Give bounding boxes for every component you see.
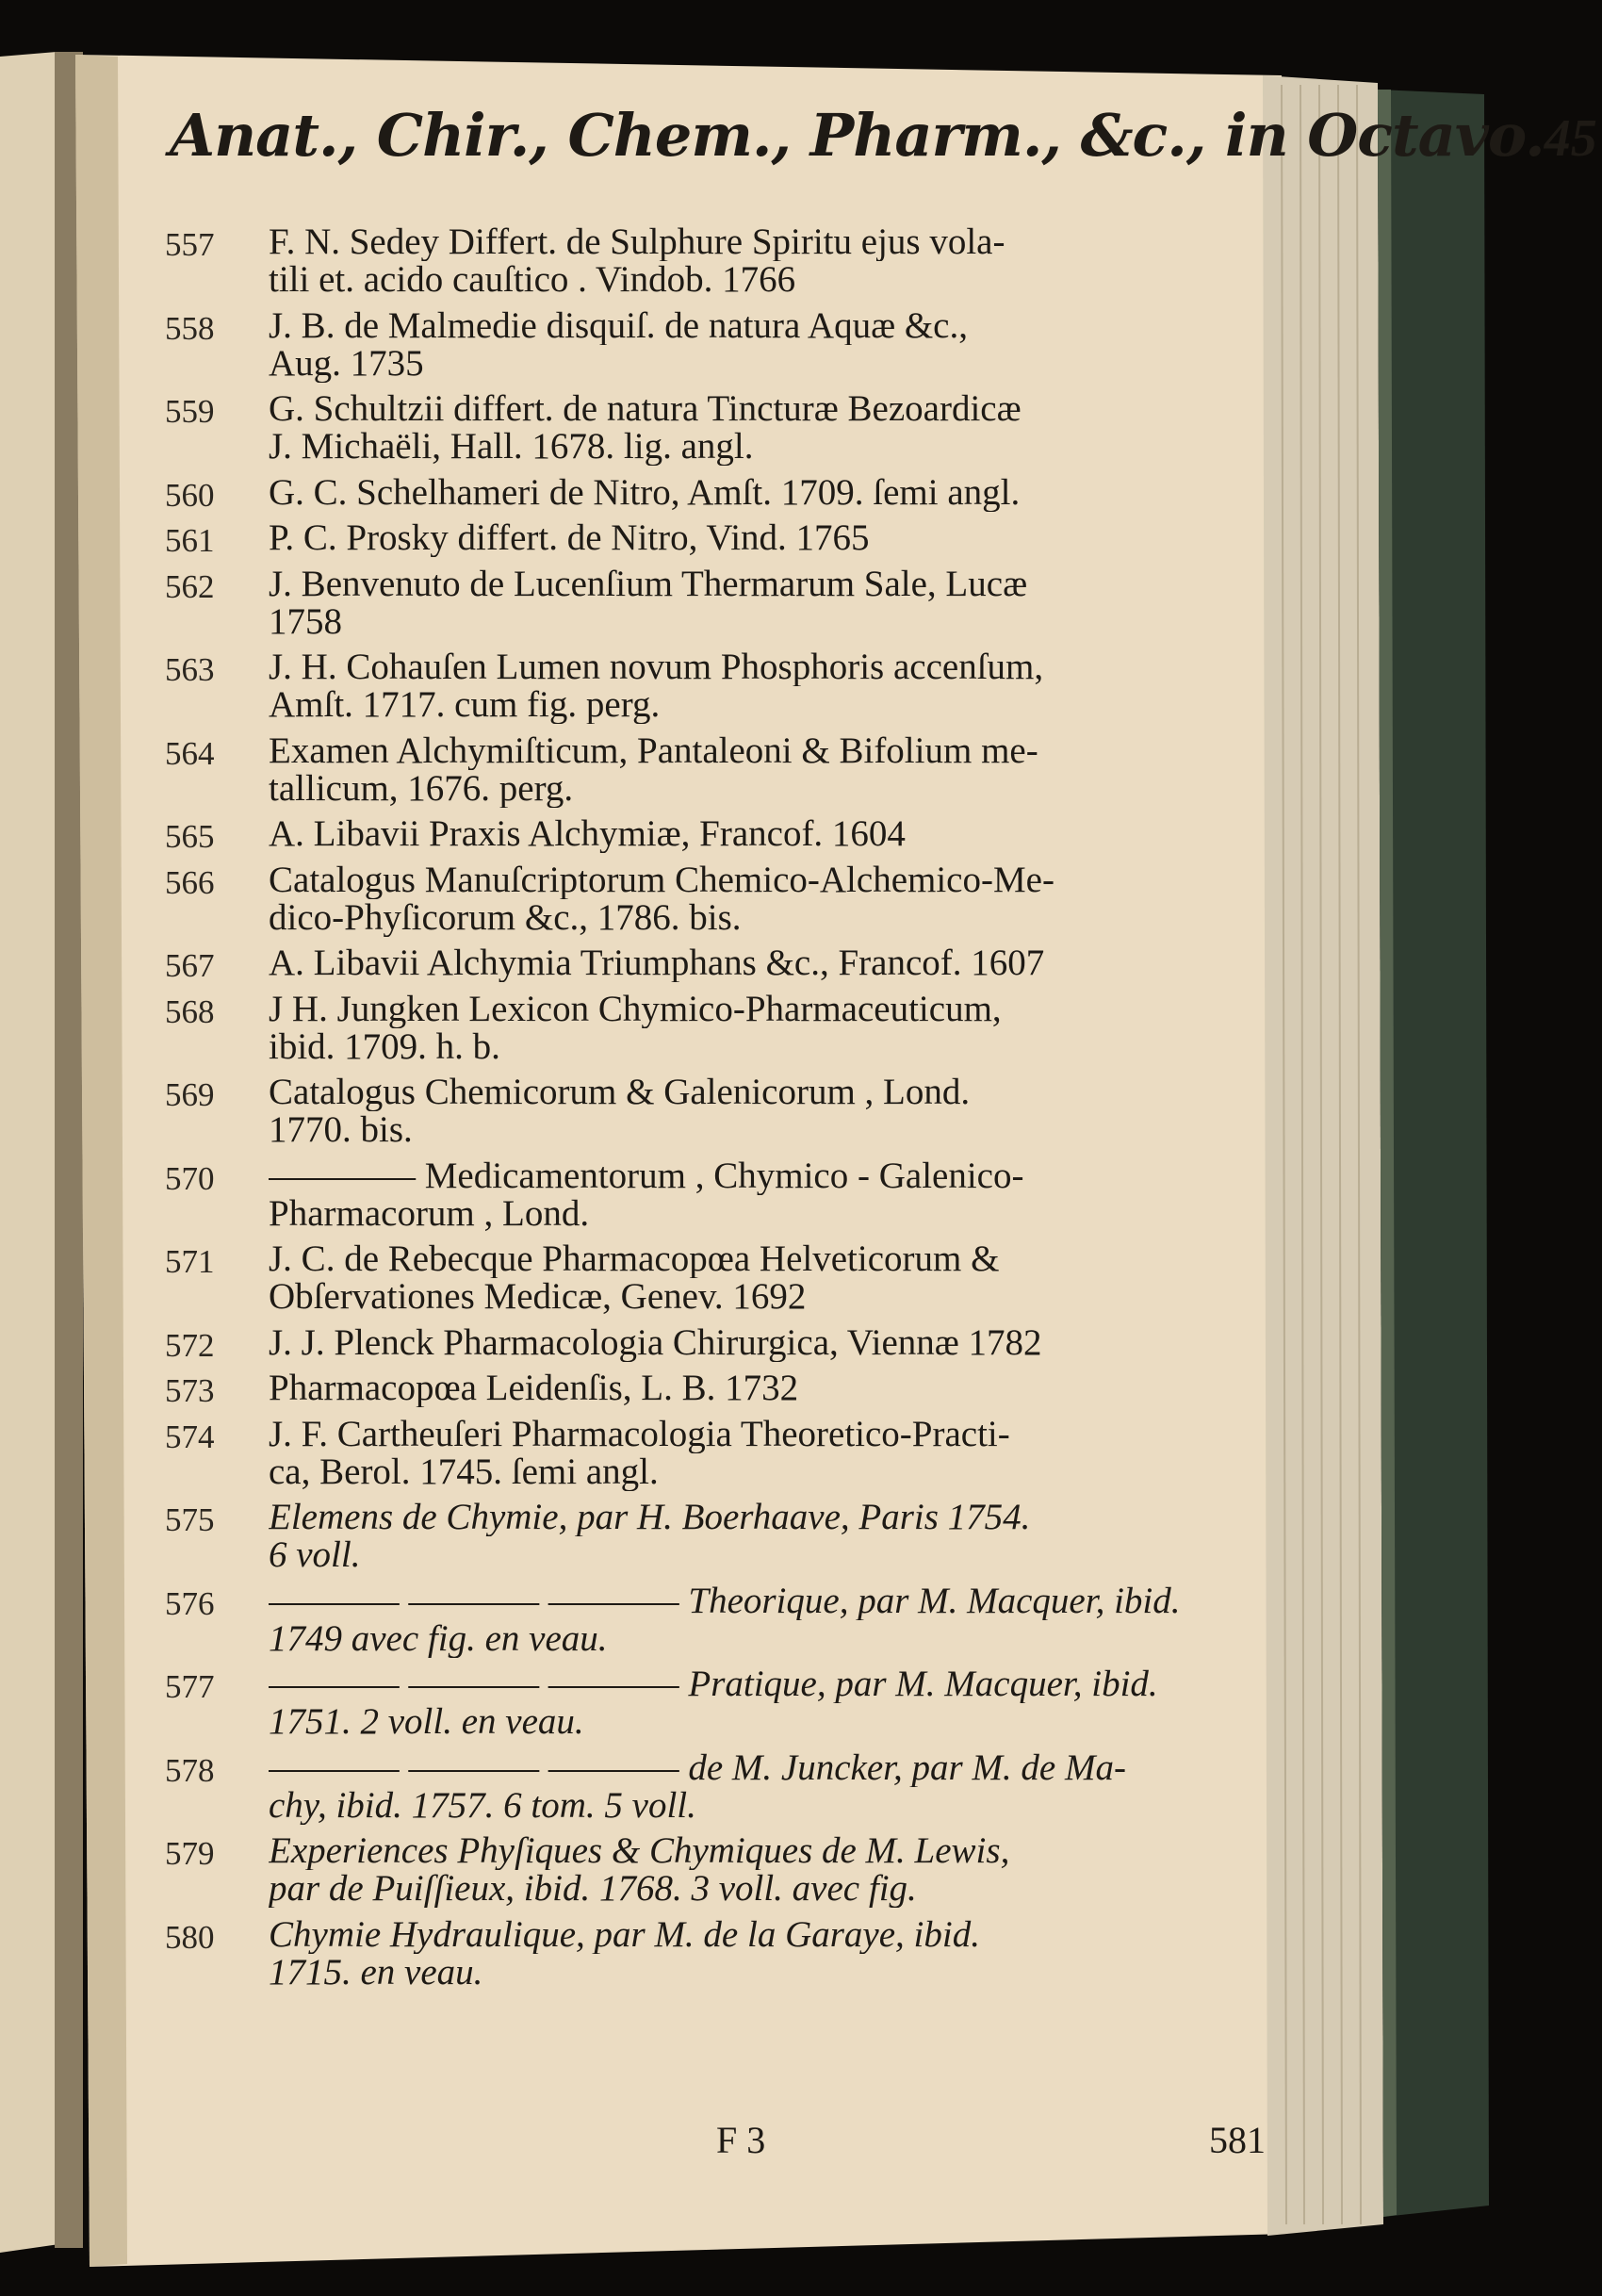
entry-line: A. Libavii Praxis Alchymiæ, Francof. 1604 [269, 815, 906, 853]
catalogue-entry [165, 815, 1277, 853]
page-header [170, 101, 1597, 195]
entry-line: G. Schultzii differt. de natura Tincturæ Bezoardicæ [269, 390, 1022, 428]
entry-line: 1715. en veau. [269, 1953, 483, 1992]
entry-number: 557 [165, 226, 215, 263]
entry-line: Aug. 1735 [269, 344, 424, 383]
page-footer [165, 2118, 1277, 2165]
running-head: Anat., Chir., Chem., Pharm., &c., in Octavo. [170, 101, 1545, 170]
entry-number: 571 [165, 1243, 215, 1280]
entry-number: 564 [165, 734, 215, 772]
entry-number: 575 [165, 1501, 215, 1538]
entry-line: par de Puiſſieux, ibid. 1768. 3 voll. avec fig. [269, 1870, 917, 1908]
entry-line: J. J. Plenck Pharmacologia Chirurgica, Viennæ 1782 [269, 1323, 1042, 1362]
entry-line: J. B. de Malmedie disquiſ. de natura Aquæ &c., [269, 306, 968, 345]
book-page [146, 68, 1597, 2264]
entry-line: J. F. Cartheuſeri Pharmacologia Theoretico-Practi- [269, 1415, 1010, 1453]
catalogue-entry [165, 307, 1277, 383]
entry-number: 567 [165, 947, 215, 984]
catalogue-entry [165, 390, 1277, 466]
catalogue-entry [165, 1583, 1277, 1658]
entry-line: J H. Jungken Lexicon Chymico-Pharmaceuticum, [269, 990, 1002, 1028]
entry-number: 568 [165, 992, 215, 1030]
entry-line: ———— ———— ———— Pratique, par M. Macquer, ibid. [269, 1665, 1158, 1703]
entry-number: 566 [165, 863, 215, 901]
entry-line: ca, Berol. 1745. ſemi angl. [269, 1452, 659, 1491]
entry-line: G. C. Schelhameri de Nitro, Amſt. 1709. ſemi angl. [269, 473, 1021, 512]
entry-number: 572 [165, 1326, 215, 1364]
catalogue-entry [165, 1240, 1277, 1316]
entry-line: J. H. Cohauſen Lumen novum Phosphoris accenſum, [269, 648, 1044, 686]
page-number: 45 [1544, 109, 1597, 168]
entry-line: tili et. acido cauſtico . Vindob. 1766 [269, 261, 796, 299]
entry-number: 558 [165, 309, 215, 347]
entry-line: P. C. Prosky differt. de Nitro, Vind. 1765 [269, 519, 870, 557]
entry-line: ibid. 1709. h. b. [269, 1027, 500, 1066]
catalogue-entry [165, 1832, 1277, 1908]
catalogue-entry [165, 648, 1277, 724]
entry-line: Catalogus Manuſcriptorum Chemico-Alchemico-Me- [269, 861, 1054, 899]
entry-line: Amſt. 1717. cum fig. perg. [269, 686, 661, 724]
catalogue-entry [165, 1916, 1277, 1992]
catalogue-entry [165, 944, 1277, 982]
catalogue-entry [165, 861, 1277, 937]
entry-line: J. Benvenuto de Lucenſium Thermarum Sale, Lucæ [269, 565, 1028, 603]
catalogue-entry [165, 474, 1277, 512]
entry-line: Pharmacorum , Lond. [269, 1194, 590, 1233]
catalogue-entry [165, 732, 1277, 808]
entry-line: 1749 avec fig. en veau. [269, 1619, 608, 1658]
entry-line: Pharmacopœa Leidenſis, L. B. 1732 [269, 1369, 799, 1407]
entry-line: Chymie Hydraulique, par M. de la Garaye, ibid. [269, 1915, 980, 1954]
catalogue-entry [165, 991, 1277, 1066]
entry-line: J. Michaëli, Hall. 1678. lig. angl. [269, 428, 754, 466]
entry-line: 1751. 2 voll. en veau. [269, 1703, 584, 1741]
entry-number: 563 [165, 651, 215, 688]
entry-line: Examen Alchymiſticum, Pantaleoni & Bifolium me- [269, 731, 1038, 770]
entry-line: Experiences Phyſiques & Chymiques de M. Lewis, [269, 1832, 1010, 1870]
entry-line: 6 voll. [269, 1536, 361, 1574]
entry-line: Catalogus Chemicorum & Galenicorum , Lond. [269, 1074, 971, 1111]
catalogue-entry [165, 223, 1277, 299]
entry-line: J. C. de Rebecque Pharmacopœa Helveticorum & [269, 1240, 1000, 1278]
entry-number: 579 [165, 1835, 215, 1872]
entry-number: 577 [165, 1668, 215, 1705]
entry-line: 1758 [269, 602, 342, 641]
entry-line: Obſervationes Medicæ, Genev. 1692 [269, 1278, 807, 1316]
entry-number: 559 [165, 393, 215, 430]
entry-number: 569 [165, 1076, 215, 1113]
entry-number: 576 [165, 1584, 215, 1622]
entry-line: ———— Medicamentorum , Chymico - Galenico- [269, 1156, 1024, 1195]
catalogue-entry [165, 1499, 1277, 1574]
entry-number: 580 [165, 1918, 215, 1956]
catalogue-entry [165, 1074, 1277, 1149]
entry-line: tallicum, 1676. perg. [269, 769, 574, 808]
entry-number: 578 [165, 1751, 215, 1789]
entry-number: 565 [165, 818, 215, 855]
entry-line: A. Libavii Alchymia Triumphans &c., Francof. 1607 [269, 944, 1045, 982]
entry-line: chy, ibid. 1757. 6 tom. 5 voll. [269, 1786, 696, 1825]
entry-line: ———— ———— ———— de M. Juncker, par M. de Ma- [269, 1748, 1126, 1787]
catalogue-entry [165, 1369, 1277, 1407]
catalogue-entry [165, 1157, 1277, 1233]
entry-line: F. N. Sedey Differt. de Sulphure Spiritu ejus vola- [269, 223, 1005, 261]
catalogue-entries [165, 223, 1277, 1999]
entry-line: dico-Phyſicorum &c., 1786. bis. [269, 898, 742, 937]
entry-number: 574 [165, 1418, 215, 1455]
entry-number: 562 [165, 567, 215, 605]
entry-number: 570 [165, 1159, 215, 1197]
catalogue-entry [165, 1324, 1277, 1362]
catalogue-entry [165, 566, 1277, 641]
signature-mark: F 3 [716, 2119, 766, 2161]
entry-number: 560 [165, 476, 215, 514]
catalogue-entry [165, 519, 1277, 557]
entry-line: Elemens de Chymie, par H. Boerhaave, Paris 1754. [269, 1499, 1031, 1536]
catalogue-entry [165, 1665, 1277, 1741]
catchword: 581 [1209, 2119, 1266, 2161]
catalogue-entry [165, 1416, 1277, 1491]
entry-number: 561 [165, 522, 215, 559]
entry-line: 1770. bis. [269, 1111, 413, 1149]
entry-line: ———— ———— ———— Theorique, par M. Macquer, ibid. [269, 1582, 1181, 1620]
catalogue-entry [165, 1749, 1277, 1825]
entry-number: 573 [165, 1372, 215, 1409]
